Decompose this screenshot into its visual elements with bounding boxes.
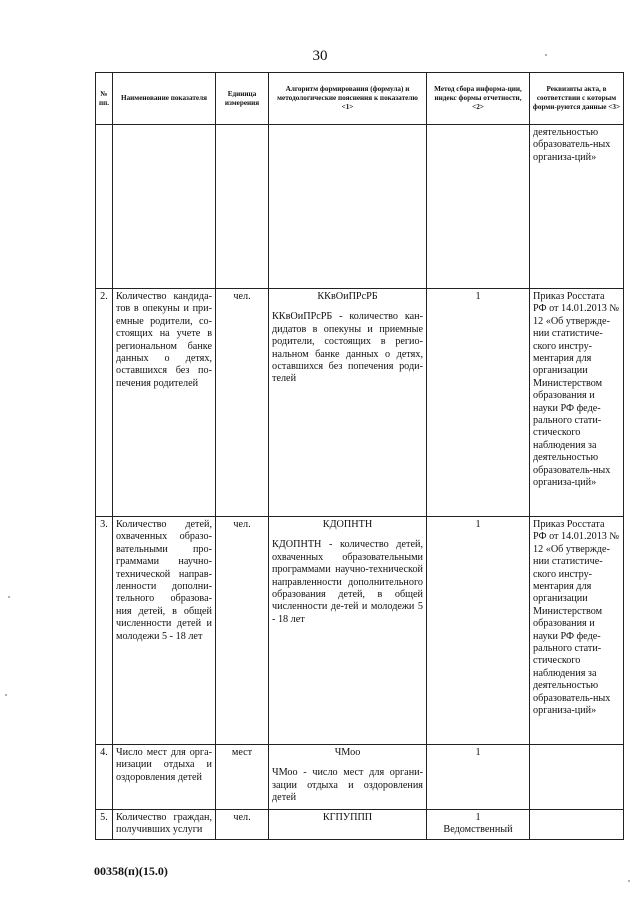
- cell-algorithm: [269, 517, 427, 745]
- cell-requisites: [530, 745, 624, 810]
- cell-unit: чел.: [216, 810, 269, 840]
- formula-explanation: КДОПНТН - количество детей, охваченных образовательными программами научно-технической направленности дополнительного образования детей, в общей численности де-тей и молодежи 5 - 18 лет: [272, 539, 423, 625]
- cell-requisites: Приказ Росстата РФ от 14.01.2013 № 12 «Об утвержде-нии статистиче-ского инстру-ментария для организации Министерством образования и науки РФ феде-рального стати-стического наблюдения за деятельностью образователь-ных организа-ций»: [530, 517, 624, 745]
- table-row: [96, 810, 624, 840]
- scan-speck: [5, 694, 7, 696]
- cell-unit: мест: [216, 745, 269, 810]
- header-unit: Единица измерения: [216, 73, 269, 125]
- header-requisites: Реквизиты акта, в соответствии с которым форми-руются данные <3>: [530, 73, 624, 125]
- cell-requisites: Приказ Росстата РФ от 14.01.2013 № 12 «Об утвержде-нии статистиче-ского инстру-ментария для организации Министерством образования и науки РФ феде-рального стати-стического наблюдения за деятельностью образователь-ных организа-ций»: [530, 289, 624, 517]
- cell-name: Число мест для орга-низации отдыха и оздоровления детей: [113, 745, 216, 810]
- cell-requisites: деятельностью образователь-ных организа-ций»: [530, 125, 624, 289]
- cell-num: 4.: [96, 745, 113, 810]
- cell-method: 1: [427, 517, 530, 745]
- page-number: 30: [312, 48, 328, 64]
- header-num: № пп.: [96, 73, 113, 125]
- cell-name: Количество детей, охваченных образо-вательными про-граммами научно-технической направ-ленности дополни-тельного образова-ния детей, в общей численности детей и молодежи 5 - 18 лет: [113, 517, 216, 745]
- header-algorithm: Алгоритм формирования (формула) и методологические пояснения к показателю <1>: [269, 73, 427, 125]
- cell-name: Количество кандида-тов в опекуны и при-емные родители, со-стоящих на учете в региональном банке данных о детях, оставшихся без по-печения родителей: [113, 289, 216, 517]
- indicators-table: [95, 72, 624, 840]
- document-code: 00358(п)(15.0): [94, 864, 168, 878]
- table-header-row: [96, 73, 624, 125]
- cell-algorithm: [269, 810, 427, 840]
- cell-num: 3.: [96, 517, 113, 745]
- cell-algorithm: [269, 745, 427, 810]
- table-row: [96, 289, 624, 517]
- cell-method: 1: [427, 745, 530, 810]
- table-row: [96, 745, 624, 810]
- scan-speck: [8, 596, 10, 598]
- formula: КДОПНТН: [322, 519, 373, 530]
- cell-unit: чел.: [216, 517, 269, 745]
- cell-num: 2.: [96, 289, 113, 517]
- formula-explanation: ЧМоо - число мест для органи-зации отдыха и оздоровления детей: [272, 767, 423, 804]
- formula: ККвОиПРсРБ: [317, 291, 378, 302]
- cell-name: Количество граждан, получивших услуги: [113, 810, 216, 840]
- header-name: Наименование показателя: [113, 73, 216, 125]
- method-note: Ведомственный: [443, 824, 513, 836]
- cell-algorithm: [269, 289, 427, 517]
- header-method: Метод сбора информа-ции, индекс формы отчетности, <2>: [427, 73, 530, 125]
- formula: ЧМоо: [334, 747, 361, 758]
- cell-num: 5.: [96, 810, 113, 840]
- table-row-continued: [96, 125, 624, 289]
- cell-requisites: [530, 810, 624, 840]
- table-row: [96, 517, 624, 745]
- formula: КГПУППП: [322, 812, 373, 823]
- scan-speck: [628, 880, 630, 882]
- formula-explanation: ККвОиПРсРБ - количество кан-дидатов в опекуны и приемные родители, состоящих в регио-нальном банке данных о детях, оставшихся без попечения роди-телей: [272, 311, 423, 385]
- cell-method: 1: [427, 289, 530, 517]
- cell-unit: чел.: [216, 289, 269, 517]
- cell-method: [427, 810, 530, 840]
- method-index: 1: [475, 812, 481, 823]
- scan-speck: [545, 54, 547, 56]
